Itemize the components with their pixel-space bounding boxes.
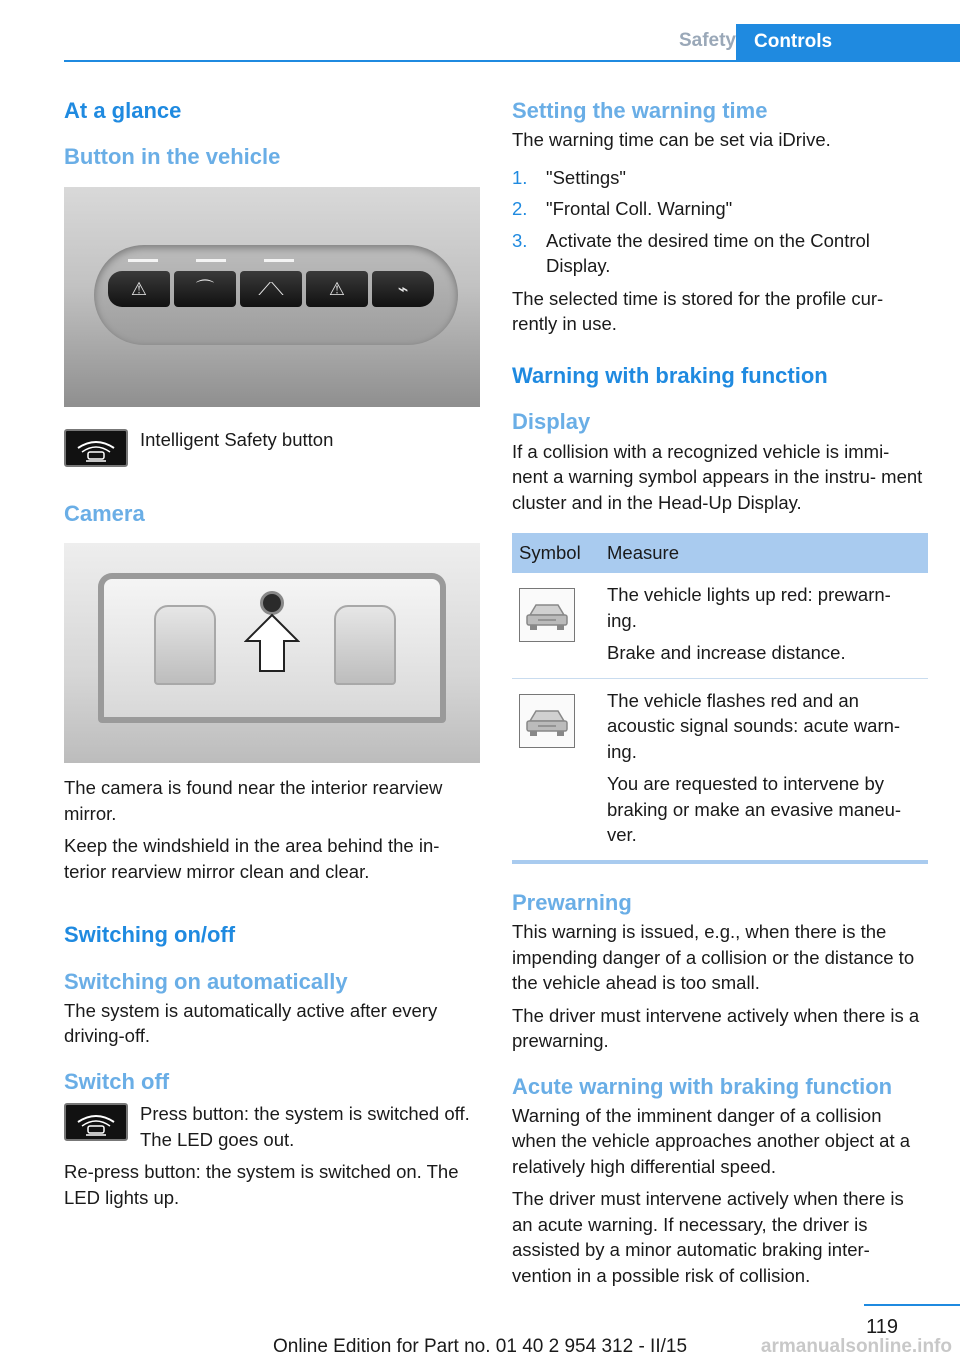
camera-photo xyxy=(64,543,480,763)
intelligent-safety-label: Intelligent Safety button xyxy=(140,428,334,450)
heading-switching-on-automatically: Switching on automatically xyxy=(64,968,348,994)
list-item xyxy=(512,228,928,279)
measure-cell xyxy=(600,678,928,862)
arrow-up-icon xyxy=(244,613,300,673)
camera-lens xyxy=(260,591,284,615)
prewarning-paragraph-1: This warning is issued, e.g., when there is the impending danger of a collision or the distance to the vehicle ahead is too small. xyxy=(512,921,915,994)
steps-list xyxy=(512,165,928,279)
measure-cell xyxy=(600,573,928,678)
tab-controls[interactable]: Controls xyxy=(736,24,960,62)
table-header-row xyxy=(512,533,928,573)
heading-setting-warning-time: Setting the warning time xyxy=(512,98,768,123)
heading-warning-braking: Warning with braking function xyxy=(512,362,828,388)
display-paragraph: If a collision with a recognized vehicle is immi‐ nent a warning symbol appears in the instru‐ ment cluster and in the Head-Up Display. xyxy=(512,440,923,513)
symbol-cell xyxy=(512,573,600,678)
switch-off-paragraph: Press button: the system is switched off. The LED goes out. xyxy=(140,1103,470,1150)
prewarning-paragraph-2: The driver must intervene actively when there is a prewarning. xyxy=(512,1004,920,1052)
led-indicator xyxy=(128,259,158,262)
heading-switching-on-off: Switching on/off xyxy=(64,922,236,948)
list-item xyxy=(512,165,928,191)
heading-at-a-glance: At a glance xyxy=(64,98,182,123)
intelligent-safety-icon xyxy=(64,1103,128,1141)
right-column xyxy=(512,98,928,1288)
list-item xyxy=(512,196,928,222)
heading-camera: Camera xyxy=(64,500,145,526)
pedestrian-warning-icon: ⚠ xyxy=(108,271,170,307)
tab-safety[interactable]: Safety xyxy=(678,30,736,51)
led-indicator xyxy=(196,259,226,262)
footer-accent-line xyxy=(864,1304,960,1306)
page-header xyxy=(64,24,960,62)
left-column xyxy=(64,98,480,1210)
pedestrian-road-icon: ⚠ xyxy=(306,271,368,307)
step-text: Activate the desired time on the Control Display. xyxy=(546,229,870,277)
switch-auto-paragraph: The system is automatically active after every driving-off. xyxy=(64,999,438,1047)
page-number: 119 xyxy=(866,1316,898,1338)
camera-paragraph-2: Keep the windshield in the area behind the in‐ terior rearview mirror clean and clear. xyxy=(64,835,440,882)
measure-line-2: You are requested to intervene by braking or make an evasive maneu‐ ver. xyxy=(607,773,902,846)
step-number: 2. xyxy=(512,198,528,220)
watermark: armanualsonline.info xyxy=(760,1336,952,1357)
car-warning-icon xyxy=(519,694,575,748)
heading-button-in-vehicle: Button in the vehicle xyxy=(64,144,281,170)
measure-line-1: The vehicle flashes red and an acoustic signal sounds: acute warn‐ ing. xyxy=(607,689,901,762)
heading-acute-warning: Acute warning with braking function xyxy=(512,1073,893,1099)
step-text: "Settings" xyxy=(546,166,626,188)
measure-line-1: The vehicle lights up red: prewarn‐ ing. xyxy=(607,584,891,631)
step-number: 1. xyxy=(512,166,528,188)
lane-departure-icon: ⟋⟍ xyxy=(240,271,302,307)
car-warning-icon xyxy=(519,588,575,642)
led-indicator xyxy=(264,259,294,262)
step-text: "Frontal Coll. Warning" xyxy=(546,198,733,220)
intelligent-safety-icon xyxy=(64,429,128,467)
repress-paragraph: Re-press button: the system is switched on. The LED lights up. xyxy=(64,1161,459,1208)
table-row xyxy=(512,573,928,678)
table-header-measure: Measure xyxy=(600,533,928,573)
table-row xyxy=(512,678,928,862)
step-number: 3. xyxy=(512,229,528,251)
switch-off-row xyxy=(64,1101,480,1152)
camera-paragraph-1: The camera is found near the interior rearview mirror. xyxy=(64,777,443,824)
intelligent-safety-row xyxy=(64,427,480,467)
acute-paragraph-1: Warning of the imminent danger of a collision when the vehicle approaches another object at a relatively high differential speed. xyxy=(512,1104,911,1177)
acute-paragraph-2: The driver must intervene actively when there is an acute warning. If necessary, the driver is assisted by a minor automatic braking inter‐ vention in a possible risk of collision. xyxy=(512,1188,904,1286)
stored-paragraph: The selected time is stored for the profile cur‐ rently in use. xyxy=(512,287,884,335)
seat-headrest xyxy=(154,605,216,685)
button-panel-photo xyxy=(64,187,480,407)
warning-time-paragraph: The warning time can be set via iDrive. xyxy=(512,129,831,151)
seat-headrest xyxy=(334,605,396,685)
measure-line-2: Brake and increase distance. xyxy=(607,642,846,664)
table-header-symbol: Symbol xyxy=(512,533,600,573)
parking-assist-icon: ⌁ xyxy=(372,271,434,307)
symbol-cell xyxy=(512,678,600,862)
heading-display: Display xyxy=(512,409,591,435)
intelligent-safety-icon: ⌒ xyxy=(174,271,236,307)
heading-prewarning: Prewarning xyxy=(512,889,632,915)
symbol-table xyxy=(512,533,928,864)
heading-switch-off: Switch off xyxy=(64,1068,170,1094)
footer-edition: Online Edition for Part no. 01 40 2 954 312 - II/15 xyxy=(272,1336,688,1357)
panel-button-row xyxy=(108,271,434,307)
